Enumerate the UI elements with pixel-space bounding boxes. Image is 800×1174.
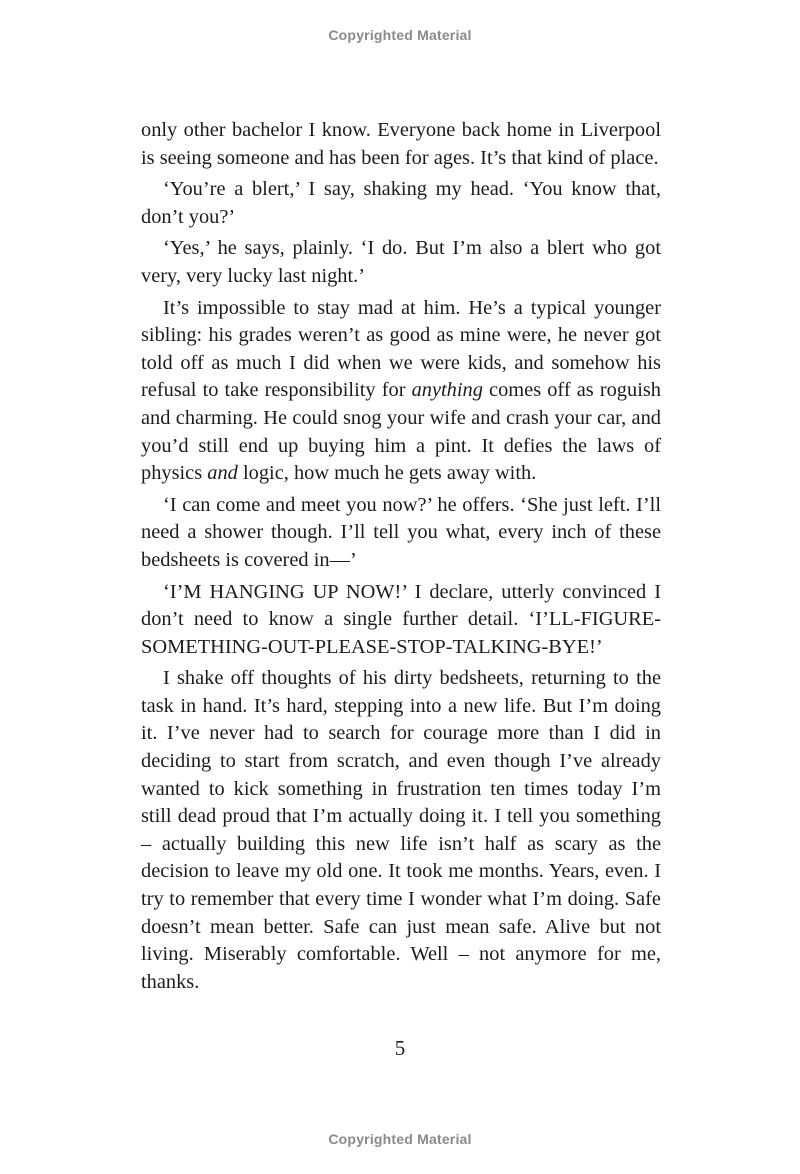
- text-segment: ‘I’M HANGING UP NOW!’ I declare, utterly convinced I don’t need to know a single further detail. ‘I’LL-FIGURE-SOMETHING-OUT-PLEASE-STOP-TALKING-BYE!’: [141, 580, 661, 658]
- text-segment: ‘You’re a blert,’ I say, shaking my head. ‘You know that, don’t you?’: [141, 178, 661, 228]
- text-segment: It’s impossible to stay mad at him. He’s a typical younger sibling: his grades weren’t as good as mine were, he never got told off as much I did when we were kids, and somehow his refusal to take responsibility for: [141, 296, 661, 402]
- paragraph: [141, 235, 661, 290]
- paragraph: [141, 117, 661, 172]
- paragraph: [141, 295, 661, 488]
- text-segment: ‘Yes,’ he says, plainly. ‘I do. But I’m also a blert who got very, very lucky last night.’: [141, 237, 661, 287]
- text-segment: ‘I can come and meet you now?’ he offers. ‘She just left. I’ll need a shower though. I’ll tell you what, every inch of these bedsheets is covered in—’: [141, 493, 661, 571]
- copyright-watermark-top: Copyrighted Material: [328, 27, 472, 43]
- page-number: 5: [394, 1036, 406, 1060]
- text-segment: comes off as roguish and charming. He could snog your wife and crash your car, and you’d still end up buying him a pint. It defies the laws of physics: [141, 379, 661, 485]
- italic-text: anything: [411, 379, 483, 402]
- paragraph: [141, 176, 661, 231]
- text-segment: I shake off thoughts of his dirty bedsheets, returning to the task in hand. It’s hard, stepping into a new life. But I’m doing it. I’ve never had to search for courage more than I did in deciding to start from scratch, and even though I’ve already wanted to kick something in frustration ten times today I’m still dead proud that I’m actually doing it. I tell you something – actually building this new life isn’t half as scary as the decision to leave my old one. It took me months. Years, even. I try to remember that every time I wonder what I’m doing. Safe doesn’t mean better. Safe can just mean safe. Alive but not living. Miserably comfortable. Well – not anymore for me, thanks.: [141, 667, 661, 993]
- text-segment: logic, how much he gets away with.: [237, 462, 537, 485]
- body-text: [141, 117, 661, 996]
- italic-text: and: [207, 462, 238, 485]
- text-segment: only other bachelor I know. Everyone back home in Liverpool is seeing someone and has been for ages. It’s that kind of place.: [141, 119, 661, 169]
- paragraph: [141, 492, 661, 575]
- paragraph: [141, 579, 661, 662]
- copyright-watermark-bottom: Copyrighted Material: [328, 1131, 472, 1147]
- paragraph: [141, 665, 661, 996]
